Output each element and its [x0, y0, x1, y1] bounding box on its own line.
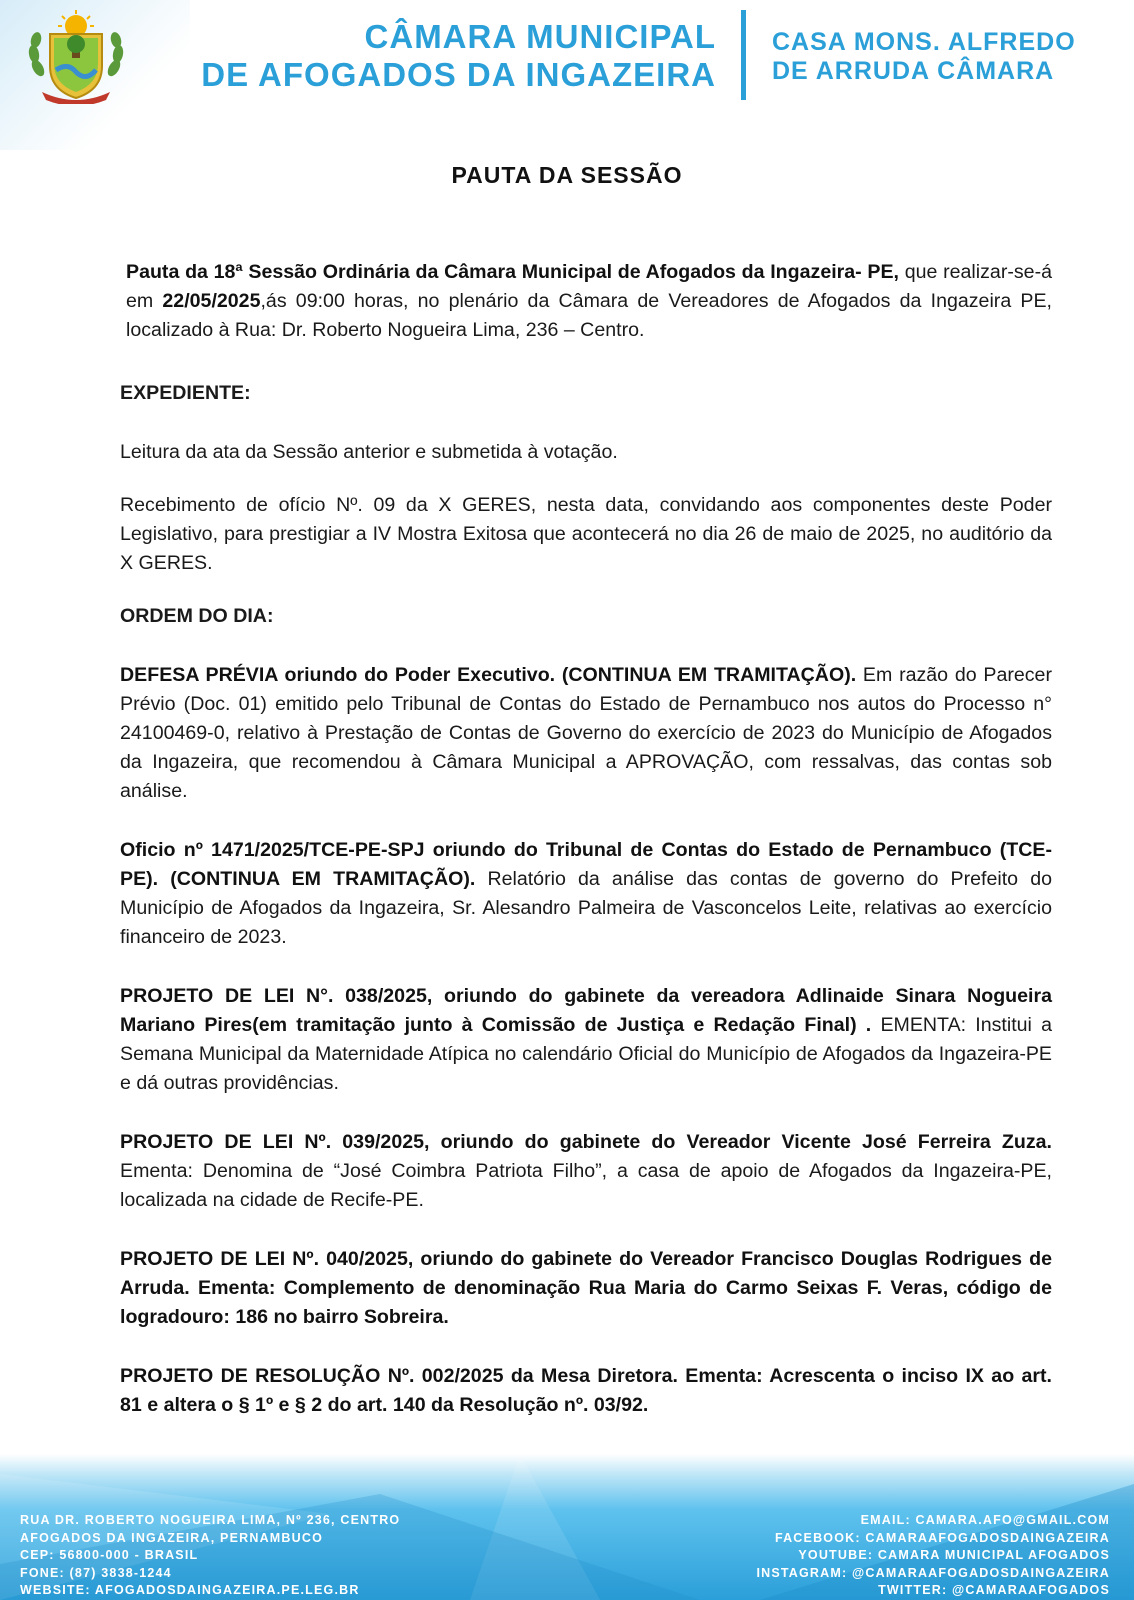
footer-website: WEBSITE: AFOGADOSDAINGAZEIRA.PE.LEG.BR [20, 1583, 360, 1597]
document-body [120, 258, 1052, 1420]
house-name-line2: DE ARRUDA CÂMARA [772, 57, 1055, 85]
header-divider [741, 10, 746, 100]
footer-address-1: RUA DR. ROBERTO NOGUEIRA LIMA, Nº 236, CENTRO [20, 1513, 401, 1527]
agenda-item-6-bold: PROJETO DE RESOLUÇÃO Nº. 002/2025 da Mesa Diretora. Ementa: Acrescenta o inciso IX ao art. 81 e altera o § 1º e § 2 do art. 140 da Resolução nº. 03/92. [120, 1365, 1052, 1416]
footer-contact-block [756, 1512, 1110, 1600]
document-title: PAUTA DA SESSÃO [451, 162, 683, 188]
house-name-line1: CASA MONS. ALFREDO [772, 28, 1076, 56]
coat-of-arms-icon [16, 8, 136, 104]
expediente-heading: EXPEDIENTE: [120, 382, 251, 404]
footer [0, 1454, 1134, 1600]
agenda-item-4-bold: PROJETO DE LEI Nº. 039/2025, oriundo do gabinete do Vereador Vicente José Ferreira Zuza. [120, 1131, 1052, 1153]
session-date: 22/05/2025 [162, 290, 261, 312]
ordem-heading: ORDEM DO DIA: [120, 605, 274, 627]
agenda-item-5-bold: PROJETO DE LEI Nº. 040/2025, oriundo do gabinete do Vereador Francisco Douglas Rodrigues de Arruda. Ementa: Complemento de denominação Rua Maria do Carmo Seixas F. Veras, código de logradouro: 186 no bairro Sobreira. [120, 1248, 1052, 1328]
agenda-item-2-text: Relatório da análise das contas de governo do Prefeito do Município de Afogados da Ingazeira, Sr. Alesandro Palmeira de Vasconcelos Leite, relativas ao exercício financeiro de 2023. [120, 868, 1052, 948]
agenda-item-1 [120, 661, 1052, 806]
agenda-item-4 [120, 1128, 1052, 1215]
organization-name-line2: DE AFOGADOS DA INGAZEIRA [201, 56, 716, 93]
footer-address-2: AFOGADOS DA INGAZEIRA, PERNAMBUCO [20, 1530, 324, 1545]
agenda-item-4-text: Ementa: Denomina de “José Coimbra Patriota Filho”, a casa de apoio de Afogados da Ingazeira-PE, localizada na cidade de Recife-PE. [120, 1160, 1052, 1211]
expediente-item-2: Recebimento de ofício Nº. 09 da X GERES, nesta data, convidando aos componentes deste Poder Legislativo, para prestigiar a IV Mostra Exitosa que acontecerá no dia 26 de maio de 2025, no auditório da X GERES. [120, 494, 1052, 574]
footer-cep: CEP: 56800-000 - BRASIL [20, 1548, 199, 1562]
footer-youtube: YOUTUBE: CAMARA MUNICIPAL AFOGADOS [798, 1548, 1110, 1562]
intro-text-2: ,ás 09:00 horas, no plenário da Câmara de Vereadores de Afogados da Ingazeira PE, localizado à Rua: Dr. Roberto Nogueira Lima, 236 – Centro. [126, 290, 1052, 341]
intro-paragraph [126, 258, 1052, 345]
footer-phone: FONE: (87) 3838-1244 [20, 1565, 172, 1580]
intro-bold: Pauta da 18ª Sessão Ordinária da Câmara Municipal de Afogados da Ingazeira- PE, [126, 261, 899, 283]
footer-instagram: INSTAGRAM: @CAMARAAFOGADOSDAINGAZEIRA [756, 1565, 1110, 1580]
agenda-item-2-bold: Oficio nº 1471/2025/TCE-PE-SPJ oriundo do Tribunal de Contas do Estado de Pernambuco (TCE-PE). (CONTINUA EM TRAMITAÇÃO). [120, 839, 1052, 890]
agenda-item-3-bold: PROJETO DE LEI N°. 038/2025, oriundo do gabinete da vereadora Adlinaide Sinara Nogueira Mariano Pires(em tramitação junto à Comissão de Justiça e Redação Final) . [120, 985, 1052, 1036]
agenda-item-6 [120, 1362, 1052, 1420]
organization-name [150, 18, 716, 94]
agenda-item-3 [120, 982, 1052, 1098]
expediente-item-1: Leitura da ata da Sessão anterior e submetida à votação. [120, 441, 618, 463]
agenda-item-1-bold: DEFESA PRÉVIA oriundo do Poder Executivo. (CONTINUA EM TRAMITAÇÃO). [120, 664, 857, 686]
organization-name-line1: CÂMARA MUNICIPAL [364, 18, 716, 55]
agenda-item-5 [120, 1245, 1052, 1332]
footer-email: EMAIL: CAMARA.AFO@GMAIL.COM [860, 1513, 1110, 1527]
footer-facebook: FACEBOOK: CAMARAAFOGADOSDAINGAZEIRA [774, 1530, 1110, 1545]
house-name [772, 28, 1112, 86]
intro-text-1: que realizar-se-á em [126, 261, 1052, 312]
footer-address-block [20, 1512, 400, 1600]
agenda-item-2 [120, 836, 1052, 952]
agenda-item-3-text: EMENTA: Institui a Semana Municipal da Maternidade Atípica no calendário Oficial do Município de Afogados da Ingazeira-PE e dá outras providências. [120, 1014, 1053, 1094]
footer-twitter: TWITTER: @CAMARAAFOGADOS [878, 1583, 1110, 1597]
agenda-item-1-text: Em razão do Parecer Prévio (Doc. 01) emitido pelo Tribunal de Contas do Estado de Pernambuco nos autos do Processo n° 24100469-0, relativo à Prestação de Contas de Governo do exercício de 2023 do Município de Afogados da Ingazeira, que recomendou à Câmara Municipal a APROVAÇÃO, com ressalvas, das contas sob análise. [120, 664, 1052, 802]
